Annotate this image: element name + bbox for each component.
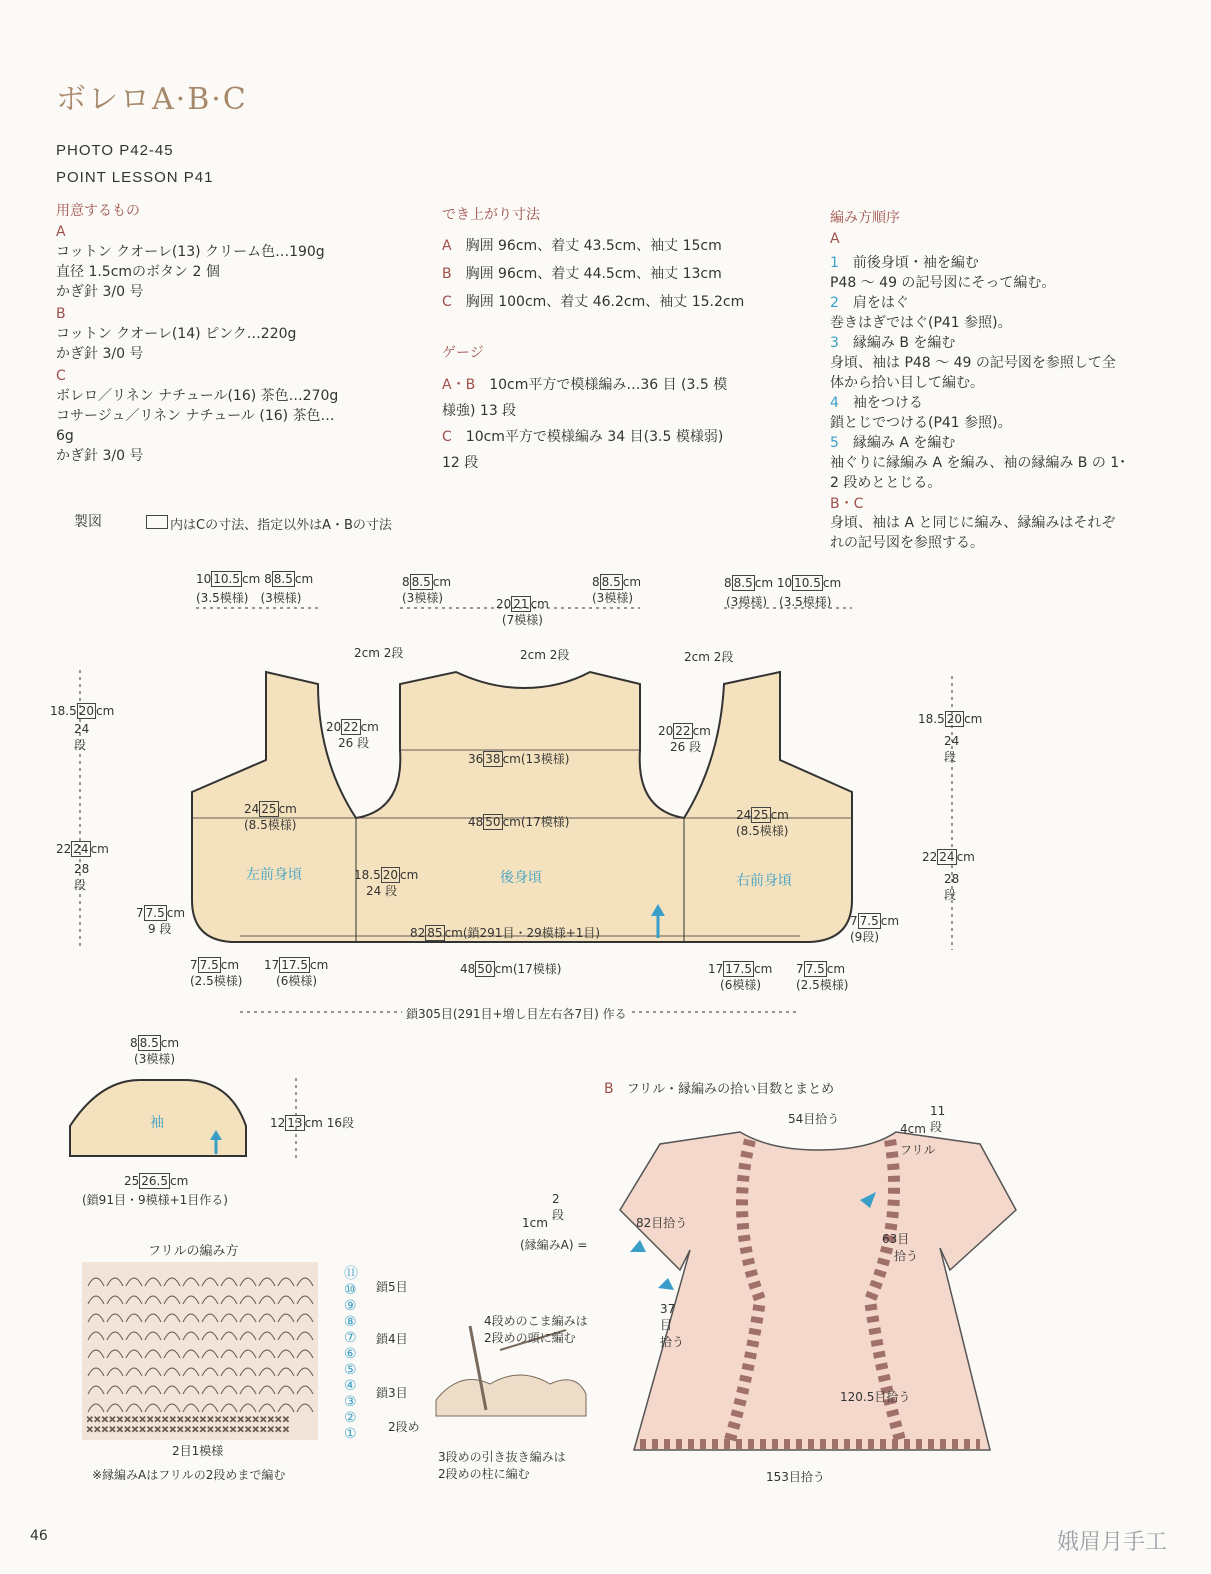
dim-bottom-left-7: 7 7.5 cm (2.5模様) (190, 958, 243, 988)
frill-group-4: 鎖4目 (376, 1332, 408, 1346)
b-frame-title: B フリル・縁編みの拾い目数とまとめ (604, 1081, 835, 1097)
finished-letter: B (442, 266, 452, 282)
dim-left-lower-rows: 28 段 (74, 862, 90, 892)
finished-text: 胸囲 100cm、着丈 46.2cm、袖丈 15.2cm (465, 294, 745, 310)
sleeve-chain-note: (鎖91目・9模様+1目作る) (82, 1193, 228, 1207)
gauge-ab-letter: A・B (442, 377, 476, 393)
order-bc-line: れの記号図を参照する。 (830, 535, 984, 551)
b-63: 63目 拾う (882, 1232, 919, 1263)
gauge-ab-text: 10cm平方で模様編み…36 目 (3.5 模 (489, 377, 728, 393)
order-section (830, 207, 1170, 553)
b-82: 82目拾う (636, 1216, 688, 1230)
order-step-label: 縁編み B を編む (852, 335, 956, 351)
materials-line: ボレロ／リネン ナチュール(16) 茶色…270g (56, 388, 339, 404)
dim-arm-right: 20 22 cm 26 段 (658, 724, 711, 754)
frill-repeat: 2目1模様 (172, 1444, 224, 1458)
frill-row-number: ⑥ (344, 1346, 357, 1362)
order-step-body: 身頃、袖は P48 ～ 49 の記号図を参照して全 (830, 355, 1116, 371)
sleeve-top-dim: 8 8.5 cm (3模様) (130, 1036, 180, 1066)
finished-letter: A (442, 238, 452, 254)
order-a-letter: A (830, 231, 840, 247)
dim-front-right-width: 24 25 cm (8.5模様) (736, 808, 789, 838)
materials-line: 直径 1.5cmのボタン 2 個 (56, 264, 220, 280)
frill-row-number: ④ (344, 1378, 357, 1394)
frill-group-3: 鎖3目 (376, 1386, 408, 1400)
diagram-legend: 内はCの寸法、指定以外はA・Bの寸法 (170, 518, 392, 533)
frill-row-number: ① (344, 1426, 357, 1442)
diagram-label: 製図 (74, 514, 102, 530)
dim-left-upper-rows: 24 段 (74, 722, 90, 752)
page-title: ボレロA·B·C (56, 82, 248, 117)
gauge-c-letter: C (442, 429, 452, 445)
page-number: 46 (30, 1528, 48, 1544)
dim-bottom-width: 82 85 cm(鎖291目・29模様+1目) (410, 926, 601, 940)
finished-text: 胸囲 96cm、着丈 44.5cm、袖丈 13cm (465, 266, 722, 282)
order-step-title (830, 433, 1170, 453)
materials-line: かぎ針 3/0 号 (56, 448, 144, 464)
finished-letter: C (442, 294, 452, 310)
gauge-c-text2: 12 段 (442, 455, 479, 471)
dim-2cm-right: 2cm 2段 (684, 650, 734, 664)
dim-bottom-mid-48: 48 50 cm(17模様) (460, 962, 562, 976)
order-bc-body (830, 513, 1170, 553)
dim-back-width: 48 50 cm(17模様) (468, 815, 570, 829)
materials-line: コサージュ／リネン ナチュール (16) 茶色… (56, 408, 335, 424)
order-step-label: 縁編み A を編む (852, 435, 956, 451)
dim-right-upper-rows: 24 段 (944, 734, 960, 764)
watermark: 娥眉月手工 (1056, 1530, 1167, 1555)
frill-base-stitches: ××××××××××××××××××××××××××× (86, 1425, 290, 1435)
dim-top-left: 10 10.5 cm 8 8.5 cm (196, 572, 314, 586)
dim-curve-right: 7 7.5 cm (9段) (850, 914, 900, 944)
dim-left-lower: 22 24 cm (56, 842, 109, 856)
frill-row-number: ② (344, 1410, 357, 1426)
finished-row (442, 288, 744, 316)
dim-front-left-width: 24 25 cm (8.5模様) (244, 802, 297, 832)
order-step-title (830, 293, 1170, 313)
materials-line: かぎ針 3/0 号 (56, 346, 144, 362)
order-step-body: P48 ～ 49 の記号図にそって編む。 (830, 275, 1056, 291)
order-step-number: 4 (830, 395, 839, 411)
b-54: 54目拾う (788, 1112, 840, 1126)
materials-list (56, 222, 338, 466)
order-step-number: 2 (830, 295, 839, 311)
stitch-yarn (436, 1375, 586, 1416)
b-arrow-2 (630, 1240, 646, 1252)
photo-ref: PHOTO P42-45 (56, 142, 174, 159)
b-120: 120.5目拾う (840, 1390, 911, 1404)
dim-shoulder-r: 8 8.5 cm (3模様) (592, 575, 642, 605)
dim-2cm-left: 2cm 2段 (354, 646, 404, 660)
finished-list (442, 232, 744, 316)
dim-bottom-right-17: 17 17.5 cm (6模様) (708, 962, 773, 992)
point-lesson-ref: POINT LESSON P41 (56, 169, 214, 186)
materials-line: かぎ針 3/0 号 (56, 284, 144, 300)
order-step-title (830, 333, 1170, 353)
stitch-note-c: 2段め (388, 1420, 420, 1434)
order-step-body: 袖ぐりに縁編み A を編み、袖の縁編み B の 1･ (830, 455, 1127, 471)
materials-line: コットン クオーレ(14) ピンク…220g (56, 326, 297, 342)
sleeve-height-label: 12 13 cm 16段 (270, 1116, 354, 1130)
dim-curve-left: 7 7.5 cm 9 段 (136, 906, 186, 936)
order-heading: 編み方順序 (830, 210, 900, 226)
dim-side-height: 18.5 20 cm 24 段 (354, 868, 419, 898)
b-1cm: 1cm (522, 1216, 548, 1230)
frill-row-number: ⑦ (344, 1330, 357, 1346)
dim-right-upper: 18.5 20 cm (918, 712, 983, 726)
order-steps (830, 253, 1170, 493)
dim-top-left-sub: (3.5模様) (3模様) (196, 591, 302, 605)
body-schematic (0, 560, 1211, 1040)
b-edge-a: (縁編みA) = (520, 1238, 588, 1252)
order-step-title (830, 393, 1170, 413)
order-bc-letter: B・C (830, 496, 864, 512)
frill-note: ※縁編みAはフリルの2段めまで編む (92, 1468, 286, 1482)
frill-base-stitches: ××××××××××××××××××××××××××× (86, 1415, 290, 1425)
dim-armhole-width: 36 38 cm(13模様) (468, 752, 570, 766)
frill-chart (82, 1262, 322, 1442)
dim-top-right-sub: (3模様) (3.5模様) (726, 595, 832, 609)
order-step-number: 5 (830, 435, 839, 451)
b-arrow-3 (658, 1278, 674, 1290)
sleeve-width-label: 25 26.5 cm (124, 1174, 189, 1188)
order-step-label: 前後身頃・袖を編む (852, 255, 979, 271)
dim-bottom-left-17: 17 17.5 cm (6模様) (264, 958, 329, 988)
dim-arm-left: 20 22 cm 26 段 (326, 720, 379, 750)
materials-line: コットン クオーレ(13) クリーム色…190g (56, 244, 325, 260)
label-right-front: 右前身頃 (736, 873, 792, 889)
order-step-body: 鎖とじでつける(P41 参照)。 (830, 415, 1012, 431)
finished-text: 胸囲 96cm、着丈 43.5cm、袖丈 15cm (465, 238, 722, 254)
sleeve-label: 袖 (150, 1115, 164, 1131)
b-37: 37 目 拾う (660, 1302, 685, 1349)
order-step-number: 1 (830, 255, 839, 271)
frill-title: フリルの編み方 (148, 1244, 239, 1259)
order-step-label: 袖をつける (852, 395, 923, 411)
frill-row-number: ③ (344, 1394, 357, 1410)
materials-line: 6g (56, 428, 74, 444)
materials-variant-letter: B (56, 306, 66, 322)
dim-chain-start: 鎖305目(291目+増し目左右各7目) 作る (402, 1005, 631, 1022)
b-frill: フリル (900, 1143, 936, 1157)
finished-section (442, 204, 744, 476)
dim-bottom-right-7: 7 7.5 cm (2.5模様) (796, 962, 849, 992)
dim-2cm-mid: 2cm 2段 (520, 648, 570, 662)
b-11: 11 段 (930, 1104, 946, 1134)
finished-row (442, 260, 744, 288)
b-153: 153目拾う (766, 1470, 825, 1484)
frill-row-number: ⑨ (344, 1298, 357, 1314)
stitch-note-b: 3段めの引き抜き編みは 2段めの柱に編む (438, 1450, 566, 1481)
order-step-body: 体から拾い目して編む。 (830, 375, 984, 391)
dim-neck: 20 21 cm (7模様) (496, 597, 549, 627)
frill-row-number: ⑩ (344, 1282, 357, 1298)
b-4cm: 4cm (900, 1122, 926, 1136)
b-garment-shape (620, 1132, 1016, 1450)
order-step-number: 3 (830, 335, 839, 351)
frill-group-5: 鎖5目 (376, 1280, 408, 1294)
frill-row-numbers (344, 1266, 358, 1442)
dim-shoulder-l: 8 8.5 cm (3模様) (402, 575, 452, 605)
materials-variant-letter: C (56, 368, 66, 384)
b-2dan: 2 段 (552, 1192, 565, 1222)
dim-left-upper: 18.5 20 cm (50, 704, 115, 718)
order-bc-line: 身頃、袖は A と同じに編み、縁編みはそれぞ (830, 515, 1116, 531)
materials-heading: 用意するもの (56, 203, 140, 219)
dim-right-lower: 22 24 cm (922, 850, 975, 864)
order-step-body: 巻きはぎではぐ(P41 参照)。 (830, 315, 1012, 331)
gauge-heading: ゲージ (442, 345, 484, 361)
order-step-label: 肩をはぐ (852, 295, 909, 311)
dim-right-lower-rows: 28 段 (944, 872, 960, 902)
legend-box (146, 515, 168, 529)
finished-heading: でき上がり寸法 (442, 207, 540, 223)
gauge-c-text: 10cm平方で模様編み 34 目(3.5 模様弱) (465, 429, 724, 445)
frill-row-number: ⑪ (344, 1266, 358, 1282)
dim-top-right: 8 8.5 cm 10 10.5 cm (724, 576, 842, 590)
frill-row-number: ⑧ (344, 1314, 357, 1330)
b-garment-illustration (600, 1100, 1040, 1480)
label-back: 後身頃 (500, 870, 542, 886)
order-step-title (830, 253, 1170, 273)
materials-variant-letter: A (56, 224, 66, 240)
gauge-ab-text2: 様強) 13 段 (442, 403, 517, 419)
stitch-note-a: 4段めのこま編みは 2段めの頭に編む (484, 1314, 588, 1345)
order-step-body: 2 段めととじる。 (830, 475, 942, 491)
finished-row (442, 232, 744, 260)
frill-row-number: ⑤ (344, 1362, 357, 1378)
gauge-body (442, 372, 744, 476)
label-left-front: 左前身頃 (246, 867, 302, 883)
materials-section (56, 200, 338, 466)
